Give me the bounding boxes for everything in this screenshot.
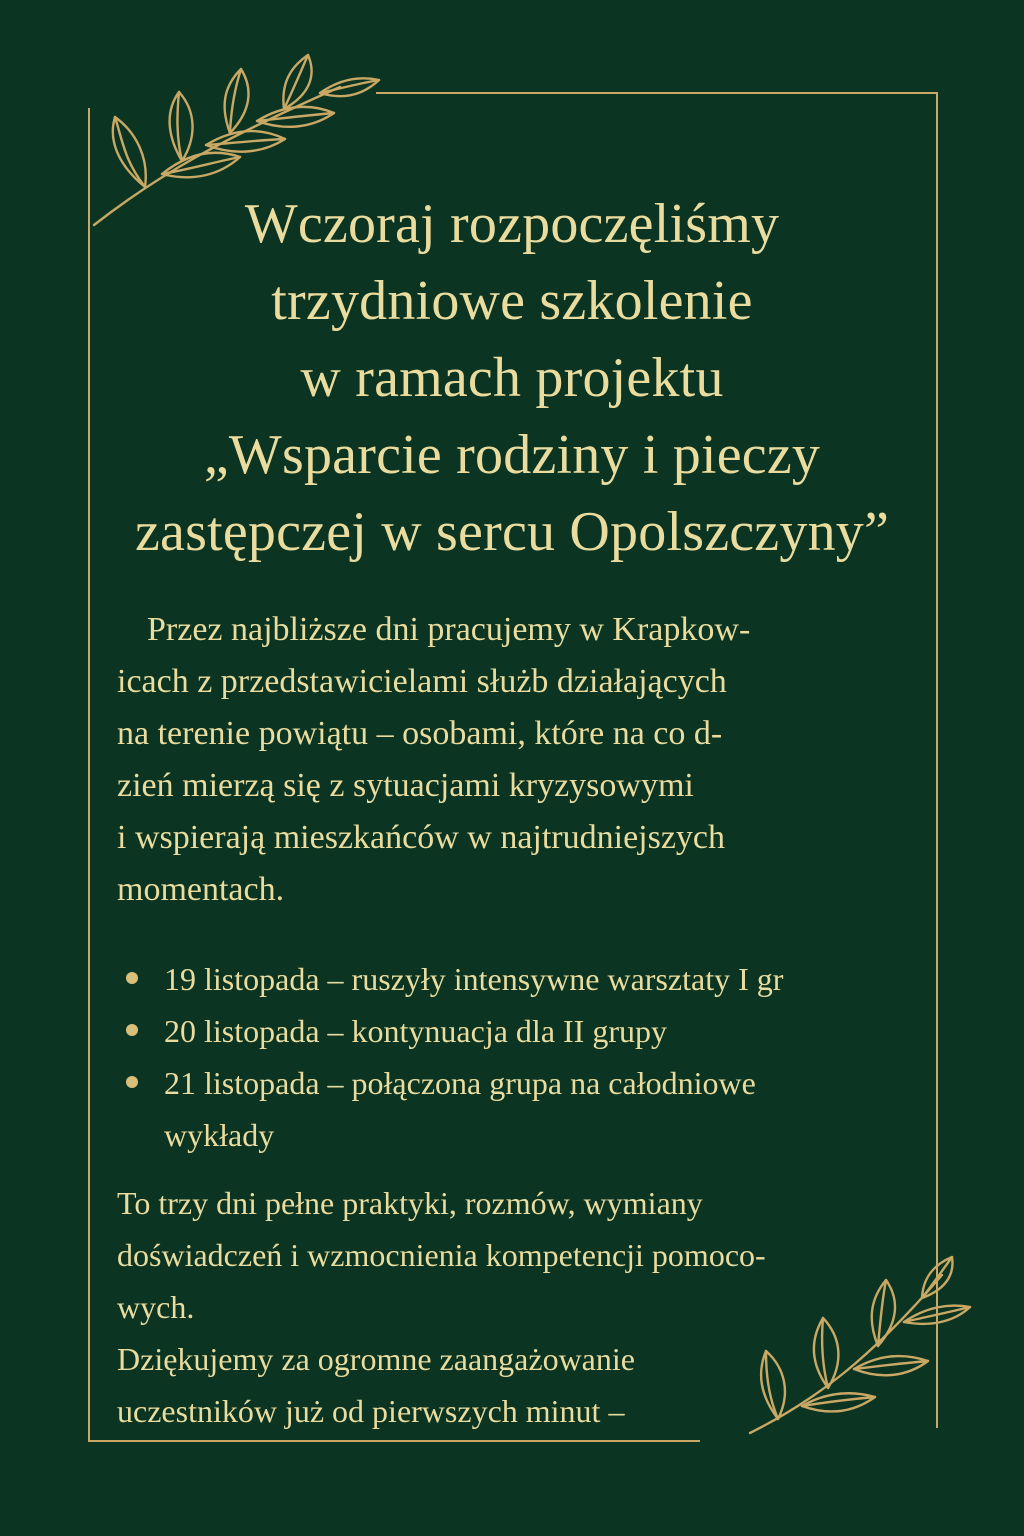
title-line: zastępczej w sercu Opolszczyny” (134, 501, 890, 563)
schedule-item-text: 21 listopada – połączona grupa na całodniowe (164, 1065, 756, 1101)
schedule-list (124, 953, 914, 1161)
schedule-item-21-november (124, 1057, 914, 1161)
intro-line: icach z przedstawicielami służb działających (117, 663, 727, 700)
intro-paragraph (117, 604, 907, 916)
schedule-item-20-november (124, 1005, 914, 1057)
schedule-item-text: 19 listopada – ruszyły intensywne warsztaty I gr (164, 961, 784, 997)
closing-line: To trzy dni pełne praktyki, rozmów, wymiany (117, 1185, 703, 1221)
schedule-item-continuation: wykłady (164, 1117, 275, 1153)
closing-line: doświadczeń i wzmocnienia kompetencji pomoco- (117, 1237, 766, 1273)
schedule-item-19-november (124, 953, 914, 1005)
title-line: „Wsparcie rodziny i pieczy (203, 424, 821, 486)
closing-line: Dziękujemy za ogromne zaangażowanie (117, 1341, 635, 1377)
bullet-icon (126, 972, 138, 984)
title-line: Wczoraj rozpoczęliśmy (244, 193, 780, 255)
closing-line: uczestników już od pierwszych minut – (117, 1393, 625, 1429)
intro-line: momentach. (117, 871, 285, 908)
bullet-icon (126, 1024, 138, 1036)
closing-line: wych. (117, 1289, 195, 1325)
announcement-title (110, 186, 914, 571)
intro-line: i wspierają mieszkańców w najtrudniejszych (117, 819, 726, 856)
intro-line: na terenie powiątu – osobami, które na co d- (117, 715, 723, 752)
title-line: trzydniowe szkolenie (271, 270, 753, 332)
intro-line: Przez najbliższe dni pracujemy w Krapkow- (147, 611, 751, 648)
title-line: w ramach projektu (300, 347, 724, 409)
intro-line: zień mierzą się z sytuacjami kryzysowymi (117, 767, 694, 804)
bullet-icon (126, 1076, 138, 1088)
schedule-item-text: 20 listopada – kontynuacja dla II grupy (164, 1013, 667, 1049)
closing-paragraph (117, 1177, 907, 1437)
